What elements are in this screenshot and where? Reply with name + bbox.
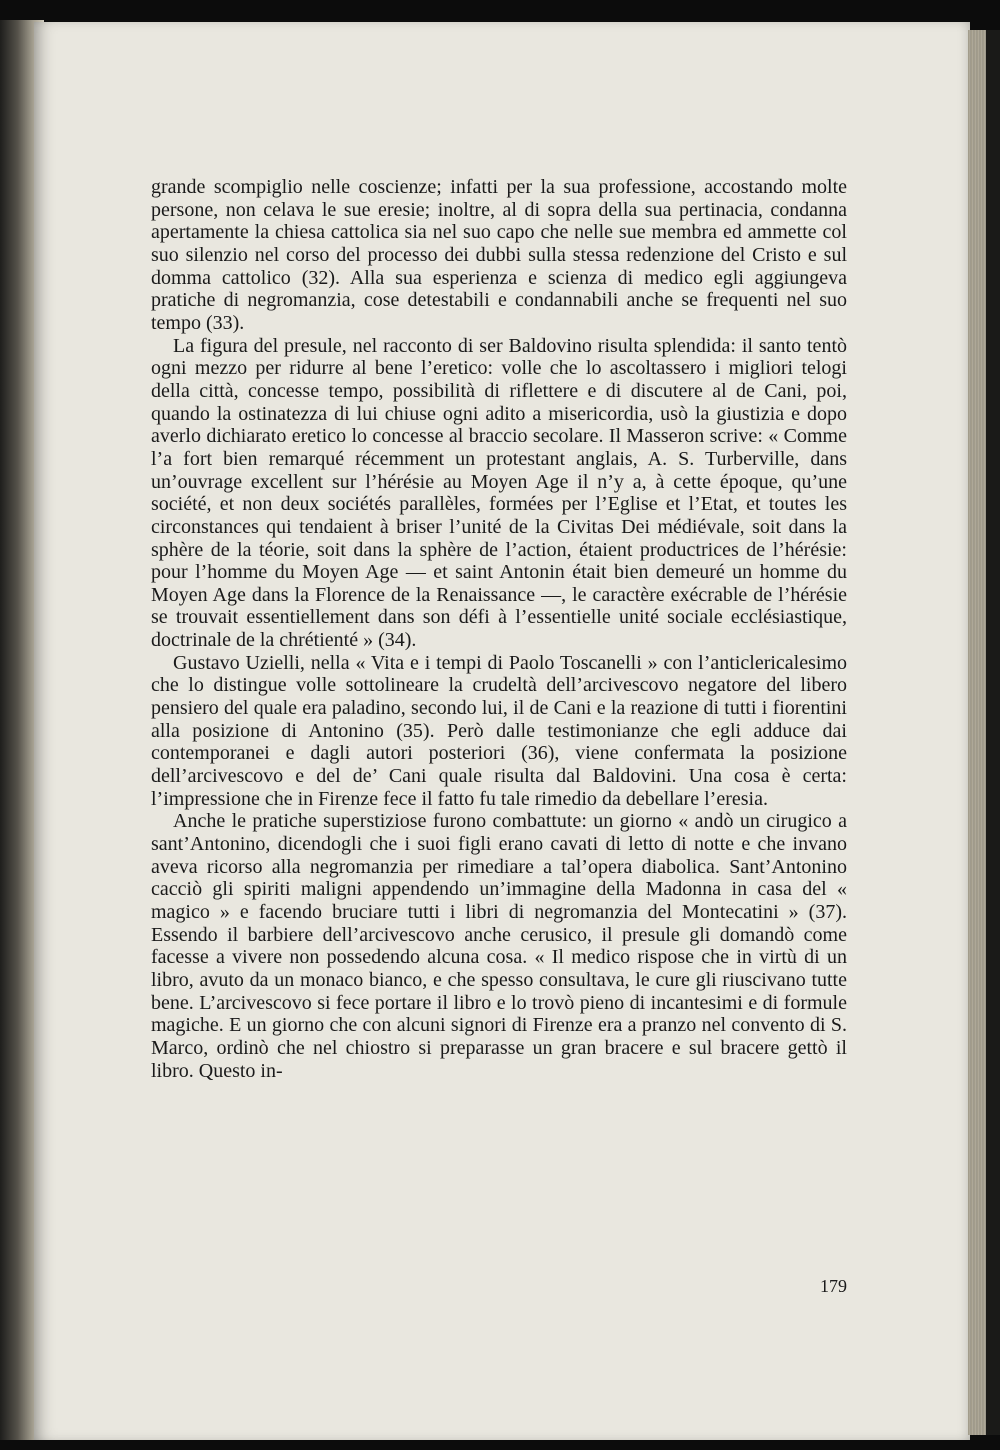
paragraph-1: grande scompiglio nelle coscienze; infatti per la sua professione, accostando molte persone, non celava le sue eresie; inoltre, al di sopra della sua pertinacia, condanna apertamente la chiesa cattolica sia nel suo capo che nelle sue membra ed ammette col suo silenzio nel corso del processo dei dubbi sulla stessa redenzione del Cristo e sul domma cattolico (32). Alla sua esperienza e scienza di medico egli aggiungeva pratiche di negromanzia, cose detestabili e condannabili anche se frequenti nel suo tempo (33). [151, 176, 847, 334]
book-cover-edge [986, 30, 1000, 1435]
page-number: 179 [820, 1276, 847, 1296]
paragraph-4: Anche le pratiche superstiziose furono combattute: un giorno « andò un cirugico a sant’Antonino, dicendogli che i suoi figli erano cavati di letto di notte e che invano aveva ricorso alla negromanzia per rimediare a tal’opera diabolica. Sant’Antonino cacciò gli spiriti maligni appendendo un’immagine della Madonna in casa del « magico » e facendo bruciare tutti i libri di negromanzia del Montecatini » (37). Essendo il barbiere dell’arcivescovo anche cerusico, il presule gli domandò come facesse a vivere non possedendo alcuna cosa. « Il medico rispose che in virtù di un libro, avuto da un monaco bianco, e che spesso consultava, le cure gli riuscivano tutte bene. L’arcivescovo si fece portare il libro e lo trovò pieno di incantesimi e di formule magiche. E un giorno che con alcuni signori di Firenze era a pranzo nel convento di S. Marco, ordinò che nel chiostro si preparasse un gran bracere e sul bracere gettò il libro. Questo in- [151, 810, 847, 1082]
paragraph-2: La figura del presule, nel racconto di ser Baldovino risulta splendida: il santo tentò ogni mezzo per ridurre al bene l’eretico: volle che lo ascoltassero i migliori telogi della città, concesse tempo, possibilità di riflettere e di discutere al de Cani, poi, quando la ostinatezza di lui chiuse ogni adito a misericordia, usò la giustizia e dopo averlo dichiarato eretico lo concesse al braccio secolare. Il Masseron scrive: « Comme l’a fort bien remarqué récemment un protestant anglais, A. S. Turberville, dans un’ouvrage excellent sur l’hérésie au Moyen Age il n’y a, à cette époque, qu’une société, et non deux sociétés parallèles, formées per l’Eglise et l’Etat, et toutes les circonstances qui tendaient à briser l’unité de la Civitas Dei médiévale, soit dans la sphère de la téorie, soit dans la sphère de l’action, étaient productrices de l’hérésie: pour l’homme du Moyen Age — et saint Antonin était bien demeuré un homme du Moyen Age dans la Florence de la Renaissance —, le caractère exécrable de l’hérésie se trouvait essentiellement dans son défi à l’essentielle unité sociale ecclésiastique, doctrinale de la chrétienté » (34). [151, 334, 847, 652]
paragraph-3: Gustavo Uzielli, nella « Vita e i tempi di Paolo Toscanelli » con l’anticlericalesimo che lo distingue volle sottolineare la crudeltà dell’arcivescovo negatore del libero pensiero del quale era paladino, secondo lui, il de Cani e la reazione di tutti i fiorentini alla posizione di Antonino (35). Però dalle testimonianze che egli adduce dai contemporanei e dagli autori posteriori (36), viene confermata la posizione dell’arcivescovo e del de’ Cani quale risulta dal Baldovini. Una cosa è certa: l’impressione che in Firenze fece il fatto fu tale rimedio da debellare l’eresia. [151, 651, 847, 810]
body-text [151, 176, 847, 1082]
